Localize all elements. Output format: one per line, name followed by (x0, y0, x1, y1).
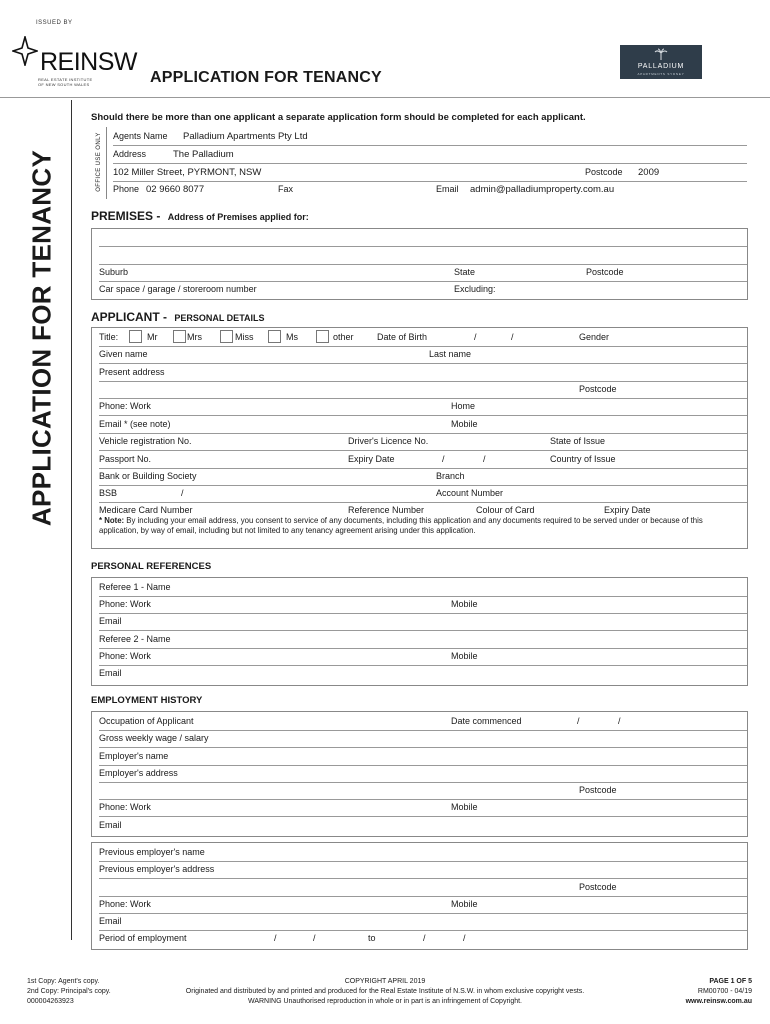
period-to-label: to (368, 933, 376, 943)
prev-email-label: Email (99, 916, 122, 926)
footer-number: 000004263923 (27, 998, 74, 1005)
employer-email-label: Email (99, 820, 122, 830)
expiry-label: Expiry Date (348, 454, 395, 464)
applicant-mobile-label: Mobile (451, 419, 478, 429)
footer-page-number: PAGE 1 OF 5 (709, 978, 752, 985)
footer-copy-2: 2nd Copy: Principal's copy. (27, 988, 111, 995)
employer-mobile-label: Mobile (451, 802, 478, 812)
prev-employer-name-row[interactable] (99, 844, 747, 862)
prev-employer-name-label: Previous employer's name (99, 847, 205, 857)
applicant-email-row[interactable] (99, 416, 747, 434)
ref2-email-row[interactable] (99, 665, 747, 682)
references-box (91, 577, 748, 686)
address-row[interactable] (113, 146, 747, 164)
state-issue-label: State of Issue (550, 436, 606, 446)
passport-label: Passport No. (99, 454, 152, 464)
country-issue-label: Country of Issue (550, 454, 616, 464)
name-row[interactable] (99, 346, 747, 364)
footer-copy-1: 1st Copy: Agent's copy. (27, 978, 100, 985)
applicant-heading (91, 310, 265, 324)
street-row[interactable] (113, 164, 747, 182)
applicant-phone-row[interactable] (99, 398, 747, 416)
prev-employer-address-label: Previous employer's address (99, 864, 215, 874)
period-slash-4: / (463, 933, 466, 943)
prev-mobile-label: Mobile (451, 899, 478, 909)
employer-phone-row[interactable] (99, 799, 747, 817)
footer-copyright-line: COPYRIGHT APRIL 2019 (344, 978, 426, 985)
ref1-phone-row[interactable] (99, 596, 747, 614)
carspace-label: Car space / garage / storeroom number (99, 284, 257, 294)
agency-logo-name: PALLADIUM (637, 63, 685, 70)
side-title-text: APPLICATION FOR TENANCY (26, 149, 57, 527)
prev-postcode-row[interactable] (99, 879, 747, 897)
office-postcode-value: 2009 (638, 167, 660, 178)
premises-suburb-row[interactable] (99, 264, 747, 282)
last-name-label: Last name (429, 349, 472, 359)
footer-originated: Originated and distributed by and printed and produced for the Real Estate Institute of N.S.W. in whom exclusive copyright vests. (185, 988, 585, 995)
applicant-postcode-label: Postcode (579, 384, 617, 394)
office-use-box (91, 127, 747, 199)
employer-name-row[interactable] (99, 748, 747, 766)
title-ms-checkbox[interactable] (268, 330, 281, 343)
prev-phone-row[interactable] (99, 896, 747, 914)
account-label: Account Number (436, 488, 504, 498)
given-name-label: Given name (99, 349, 148, 359)
agency-logo (620, 45, 702, 79)
excluding-label: Excluding: (454, 284, 496, 294)
ref2-name-row[interactable] (99, 631, 747, 649)
office-use-label-text: OFFICE USE ONLY (96, 132, 102, 192)
commenced-slash-1: / (577, 716, 580, 726)
branch-label: Branch (436, 471, 465, 481)
logo-subtitle-line-2: OF NEW SOUTH WALES (38, 82, 90, 87)
title-mr-label: Mr (147, 332, 158, 342)
premises-suburb-label: Suburb (99, 267, 129, 277)
agents-name-value: Palladium Apartments Pty Ltd (183, 131, 308, 142)
footer-website: www.reinsw.com.au (685, 998, 752, 1005)
office-fax-label: Fax (278, 184, 294, 194)
gross-wage-row[interactable] (99, 730, 747, 748)
vehicle-label: Vehicle registration No. (99, 436, 192, 446)
office-phone-label: Phone (113, 184, 140, 194)
employer-phone-label: Phone: Work (99, 802, 151, 812)
logo-wordmark: REINSW (40, 48, 137, 76)
title-miss-checkbox[interactable] (220, 330, 233, 343)
expiry-slash-1: / (442, 454, 445, 464)
employer-postcode-label: Postcode (579, 785, 617, 795)
employer-postcode-row[interactable] (99, 782, 747, 800)
footer-form-code: RM00700 - 04/19 (697, 988, 752, 995)
title-row (99, 329, 747, 347)
applicant-box (91, 327, 748, 549)
premises-postcode-label: Postcode (586, 267, 624, 277)
dob-label: Date of Birth (377, 332, 428, 342)
street-value: 102 Miller Street, PYRMONT, NSW (113, 167, 262, 178)
logo-subtitle (38, 77, 92, 87)
applicant-postcode-row[interactable] (99, 381, 747, 399)
email-note-text: By including your email address, you consent to service of any documents, including this application and any documents required to be served under or because of this application, by way of email, including but not limited to any tenancy agreement arising under this application. (99, 516, 703, 535)
email-note (99, 516, 724, 536)
prev-postcode-label: Postcode (579, 882, 617, 892)
title-mrs-checkbox[interactable] (173, 330, 186, 343)
bank-label: Bank or Building Society (99, 471, 197, 481)
email-note-bold: * Note: (99, 516, 125, 525)
period-slash-3: / (423, 933, 426, 943)
ref2-name-label: Referee 2 - Name (99, 634, 171, 644)
occupation-row[interactable] (99, 713, 747, 731)
title-label: Title: (99, 332, 119, 342)
office-use-label (93, 127, 105, 197)
address-value: The Palladium (173, 149, 234, 160)
occupation-label: Occupation of Applicant (99, 716, 194, 726)
applicant-email-label: Email * (see note) (99, 419, 171, 429)
reinsw-star-icon (12, 36, 38, 66)
employer-address-row[interactable] (99, 765, 747, 783)
applicant-subheading: PERSONAL DETAILS (174, 313, 265, 323)
title-other-label: other (333, 332, 354, 342)
period-slash-2: / (313, 933, 316, 943)
ref2-phone-row[interactable] (99, 648, 747, 666)
office-email-label: Email (436, 184, 459, 194)
title-other-checkbox[interactable] (316, 330, 329, 343)
applicant-heading-text: APPLICANT - (91, 310, 167, 324)
premises-subheading: Address of Premises applied for: (167, 212, 309, 222)
ref1-phone-label: Phone: Work (99, 599, 151, 609)
ref2-mobile-label: Mobile (451, 651, 478, 661)
medicare-expiry-label: Expiry Date (604, 505, 651, 515)
employment-box (91, 711, 748, 837)
address-label: Address (113, 149, 147, 159)
employment-heading: EMPLOYMENT HISTORY (91, 695, 203, 706)
gross-wage-label: Gross weekly wage / salary (99, 733, 209, 743)
bsb-slash: / (181, 488, 184, 498)
ref1-mobile-label: Mobile (451, 599, 478, 609)
date-commenced-label: Date commenced (451, 716, 522, 726)
employer-address-label: Employer's address (99, 768, 178, 778)
gender-label: Gender (579, 332, 610, 342)
premises-heading-text: PREMISES - (91, 209, 161, 223)
agency-logo-subtitle: APARTMENTS SYDNEY (637, 72, 685, 76)
period-slash-1: / (274, 933, 277, 943)
bank-row[interactable] (99, 468, 747, 486)
bsb-label: BSB (99, 488, 118, 498)
reinsw-logo (12, 34, 142, 90)
vehicle-row[interactable] (99, 433, 747, 451)
side-rule (71, 100, 72, 940)
side-title (12, 118, 72, 568)
footer-copyright (140, 977, 630, 1007)
applicant-phone-work-label: Phone: Work (99, 401, 151, 411)
prev-phone-label: Phone: Work (99, 899, 151, 909)
office-email-value: admin@palladiumproperty.com.au (470, 184, 615, 195)
dob-slash-1: / (474, 332, 477, 342)
period-label: Period of employment (99, 933, 187, 943)
dob-slash-2: / (511, 332, 514, 342)
agents-name-row[interactable] (113, 128, 747, 146)
footer-page-info (640, 977, 752, 1007)
premises-address-line-2[interactable] (99, 247, 747, 265)
premises-heading (91, 209, 309, 223)
expiry-slash-2: / (483, 454, 486, 464)
applicant-home-label: Home (451, 401, 476, 411)
ref2-phone-label: Phone: Work (99, 651, 151, 661)
page-title: APPLICATION FOR TENANCY (150, 69, 382, 86)
present-address-row[interactable] (99, 364, 747, 382)
premises-state-label: State (454, 267, 476, 277)
logo-subtitle-line-1: REAL ESTATE INSTITUTE (38, 77, 93, 82)
commenced-slash-2: / (618, 716, 621, 726)
ref2-email-label: Email (99, 668, 122, 678)
passport-row[interactable] (99, 451, 747, 469)
licence-label: Driver's Licence No. (348, 436, 429, 446)
premises-box (91, 228, 748, 300)
present-address-label: Present address (99, 367, 165, 377)
ref1-name-row[interactable] (99, 579, 747, 597)
references-heading: PERSONAL REFERENCES (91, 561, 212, 572)
prev-employer-address-row[interactable] (99, 861, 747, 879)
agents-name-label: Agents Name (113, 131, 168, 141)
header-divider (0, 97, 770, 98)
title-mrs-label: Mrs (187, 332, 202, 342)
title-mr-checkbox[interactable] (129, 330, 142, 343)
prev-email-row[interactable] (99, 913, 747, 931)
palm-icon (654, 48, 668, 60)
employer-email-row[interactable] (99, 817, 747, 834)
reference-label: Reference Number (348, 505, 425, 515)
ref1-email-label: Email (99, 616, 122, 626)
colour-label: Colour of Card (476, 505, 535, 515)
period-row[interactable] (99, 930, 747, 947)
title-miss-label: Miss (235, 332, 254, 342)
office-postcode-label: Postcode (585, 167, 623, 177)
premises-address-line-1[interactable] (99, 229, 747, 247)
employer-name-label: Employer's name (99, 751, 169, 761)
footer-copies (27, 977, 111, 1007)
office-divider (106, 127, 107, 199)
ref1-name-label: Referee 1 - Name (99, 582, 171, 592)
notice-text: Should there be more than one applicant a separate application form should be completed for each applicant. (91, 112, 586, 123)
ref1-email-row[interactable] (99, 613, 747, 631)
bsb-row[interactable] (99, 485, 747, 503)
premises-carspace-row[interactable] (99, 281, 747, 298)
medicare-label: Medicare Card Number (99, 505, 193, 515)
phone-row[interactable] (113, 181, 747, 198)
title-ms-label: Ms (286, 332, 298, 342)
issued-by-label: ISSUED BY (36, 20, 73, 26)
office-phone-value: 02 9660 8077 (146, 184, 205, 195)
footer-warning: WARNING Unauthorised reproduction in whole or in part is an infringement of Copyright. (247, 998, 523, 1005)
previous-employment-box (91, 842, 748, 950)
